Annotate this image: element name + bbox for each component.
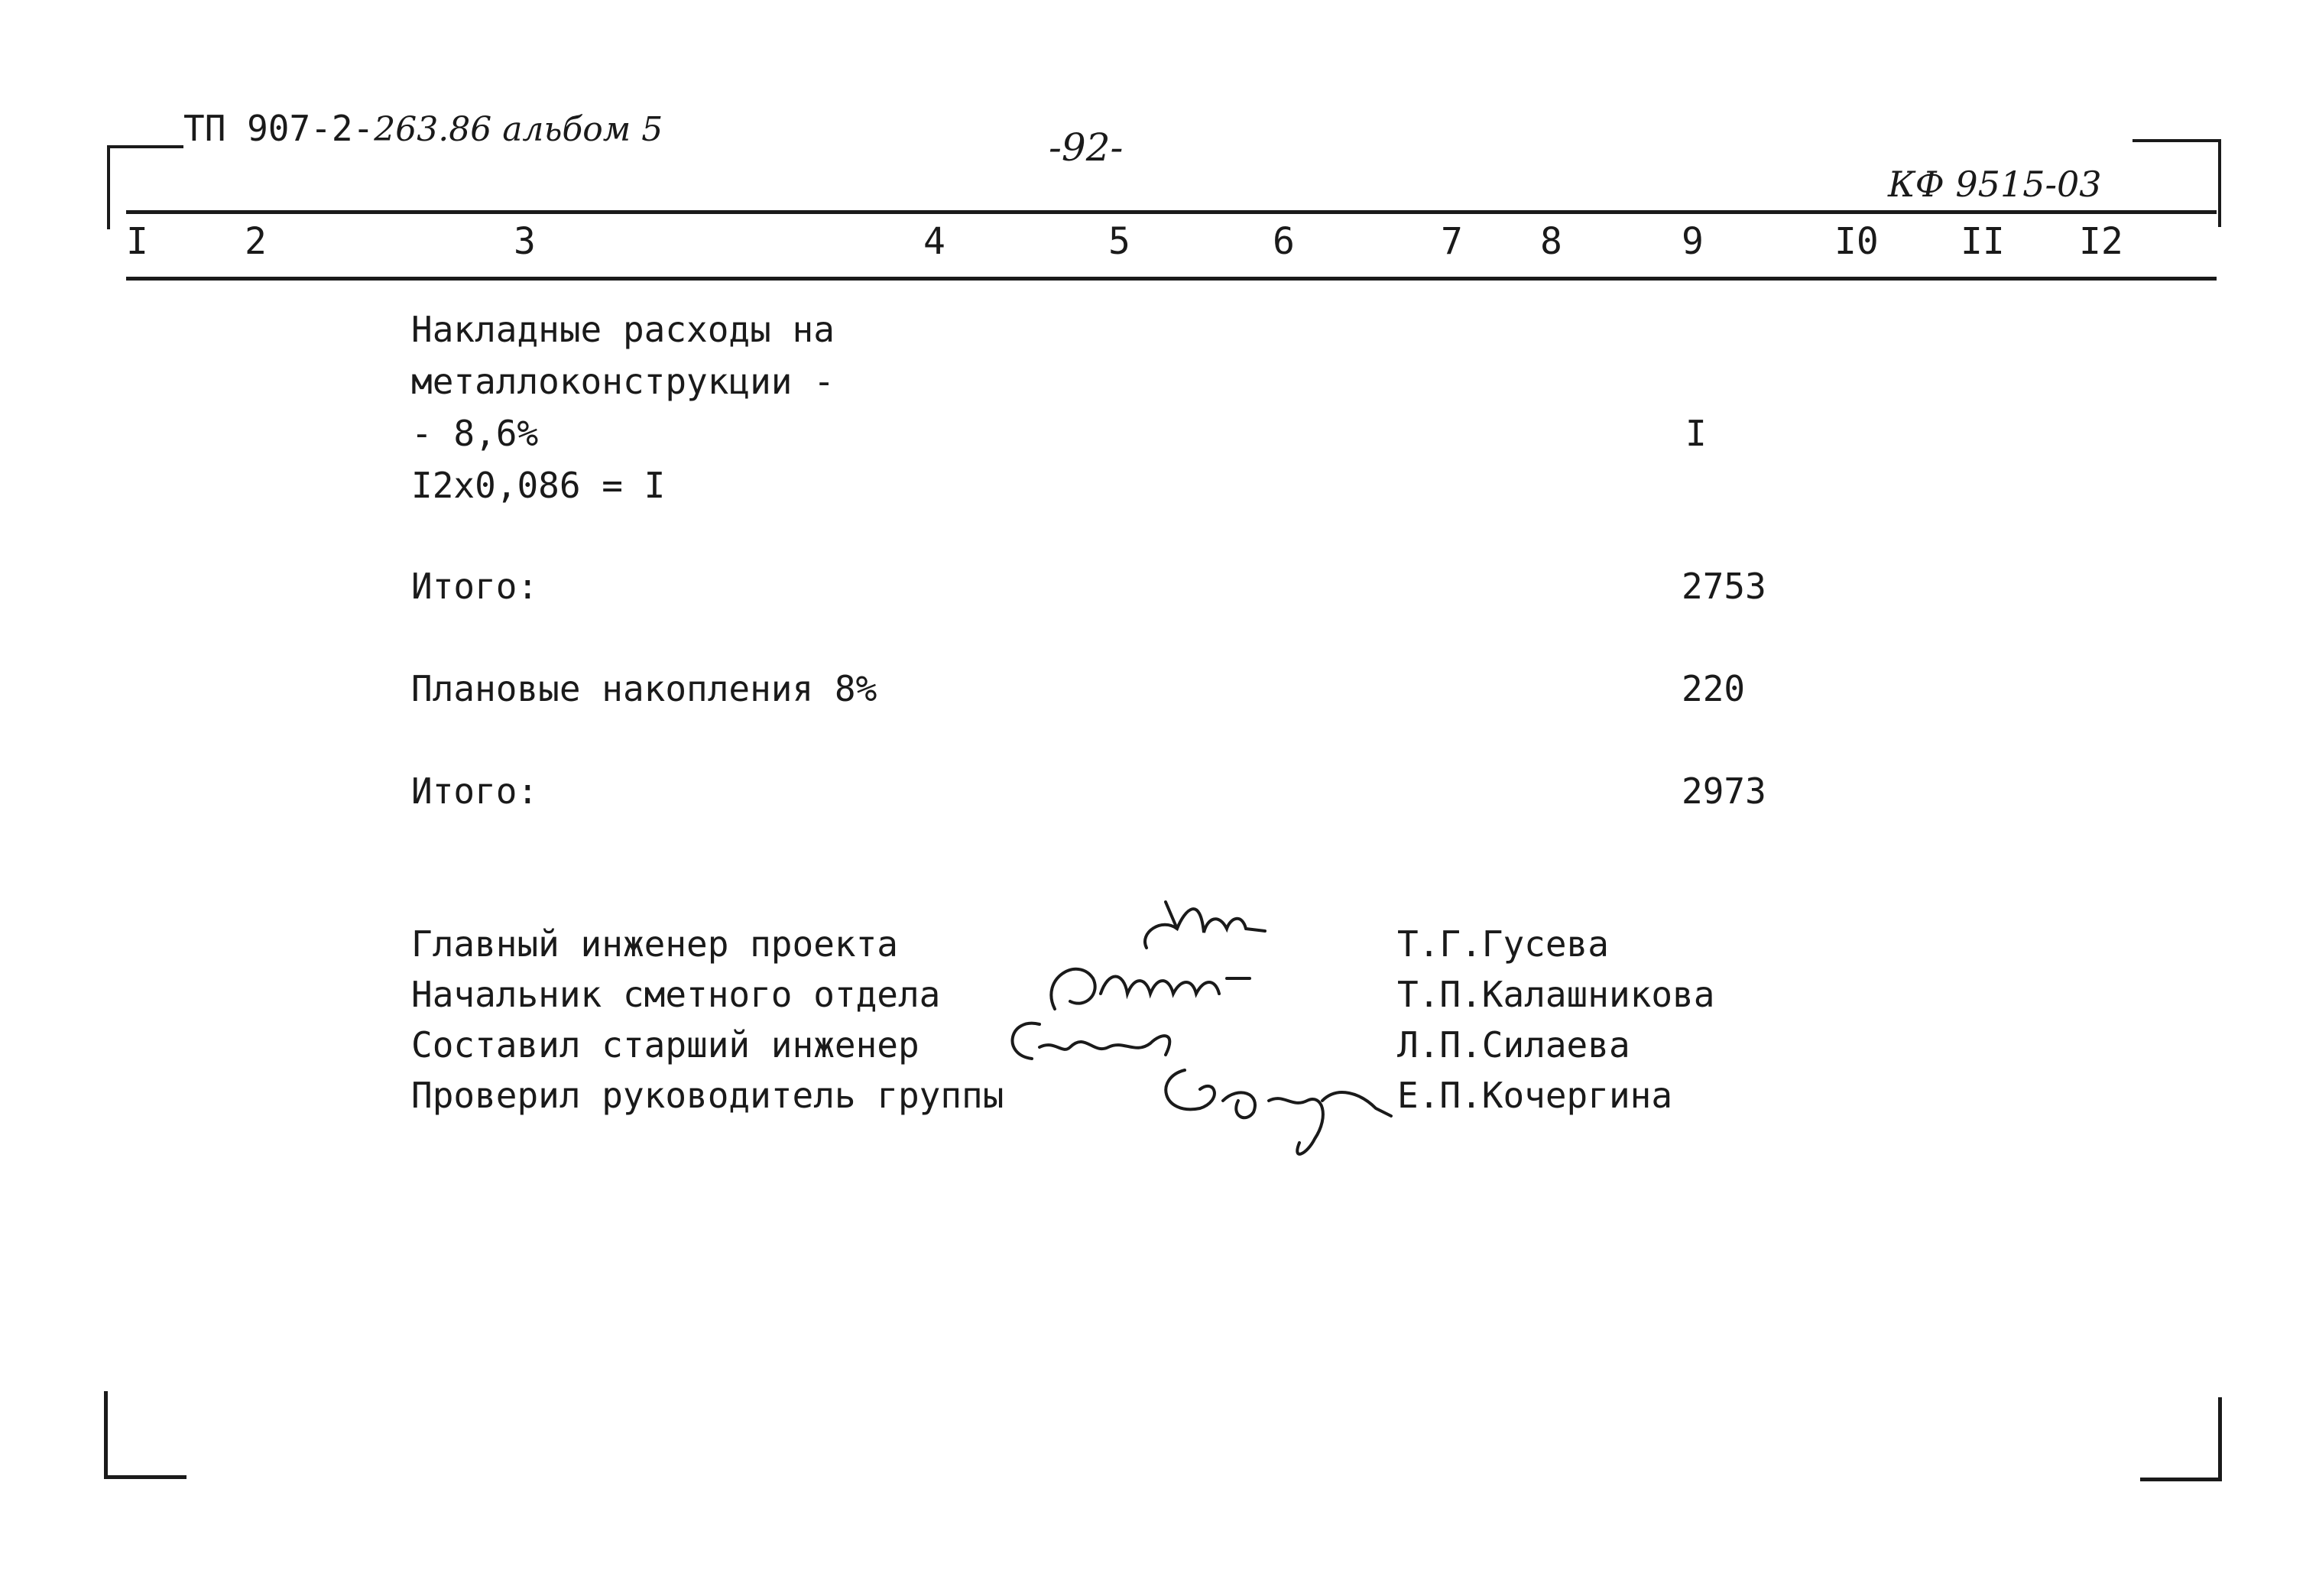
signatory-role: Составил старший инженер (411, 1024, 919, 1066)
left-frame-tick (107, 145, 110, 229)
column-number: 8 (1540, 220, 1562, 263)
column-number: 2 (245, 220, 267, 263)
doc-code (183, 108, 663, 149)
overhead-line: - 8,6% (411, 413, 539, 454)
column-number: 6 (1273, 220, 1295, 263)
total-label: Итого: (411, 770, 539, 812)
sheet-code: КФ 9515-03 (1888, 164, 2102, 205)
right-frame-tick (2218, 139, 2221, 227)
column-number: I2 (2079, 220, 2123, 263)
bottom-left-corner-vertical (104, 1391, 108, 1479)
table-header-top-rule (126, 210, 2217, 214)
column-number: 4 (923, 220, 945, 263)
column-number: 5 (1108, 220, 1130, 263)
page-number: -92- (1049, 125, 1124, 170)
column-number: 3 (514, 220, 536, 263)
column-number: I (126, 220, 148, 263)
planned-savings-label: Плановые накопления 8% (411, 668, 877, 709)
table-header-bottom-rule (126, 277, 2217, 281)
top-right-frame-line (2133, 139, 2221, 142)
signature-kochergina (1139, 1047, 1414, 1169)
overhead-line: I2x0,086 = I (411, 465, 666, 506)
signatory-name: Л.П.Силаева (1397, 1024, 1630, 1066)
bottom-right-corner-vertical (2218, 1397, 2222, 1481)
bottom-right-corner-horizontal (2140, 1478, 2222, 1481)
column-number: I0 (1834, 220, 1879, 263)
column-number: II (1961, 220, 2005, 263)
signatory-name: Е.П.Кочергина (1397, 1075, 1673, 1116)
subtotal-label: Итого: (411, 566, 539, 607)
top-left-frame-line (107, 145, 183, 148)
bottom-left-corner-horizontal (104, 1475, 186, 1479)
planned-savings-value: 220 (1682, 668, 1746, 709)
doc-code-printed: ТП 907-2- (183, 108, 375, 149)
signatory-role: Главный инженер проекта (411, 923, 898, 965)
overhead-line: Накладные расходы на (411, 309, 835, 350)
signatory-role: Проверил руководитель группы (411, 1075, 1004, 1116)
subtotal-value: 2753 (1682, 566, 1766, 607)
overhead-value: I (1685, 413, 1707, 454)
column-number: 9 (1682, 220, 1704, 263)
signatory-name: Т.П.Калашникова (1397, 974, 1715, 1015)
doc-code-handwritten: 263.86 альбом 5 (374, 110, 663, 149)
total-value: 2973 (1682, 770, 1766, 812)
signatory-name: Т.Г.Гусева (1397, 923, 1609, 965)
column-number: 7 (1441, 220, 1463, 263)
signatory-role: Начальник сметного отдела (411, 974, 941, 1015)
overhead-line: металлоконструкции - (411, 361, 835, 402)
